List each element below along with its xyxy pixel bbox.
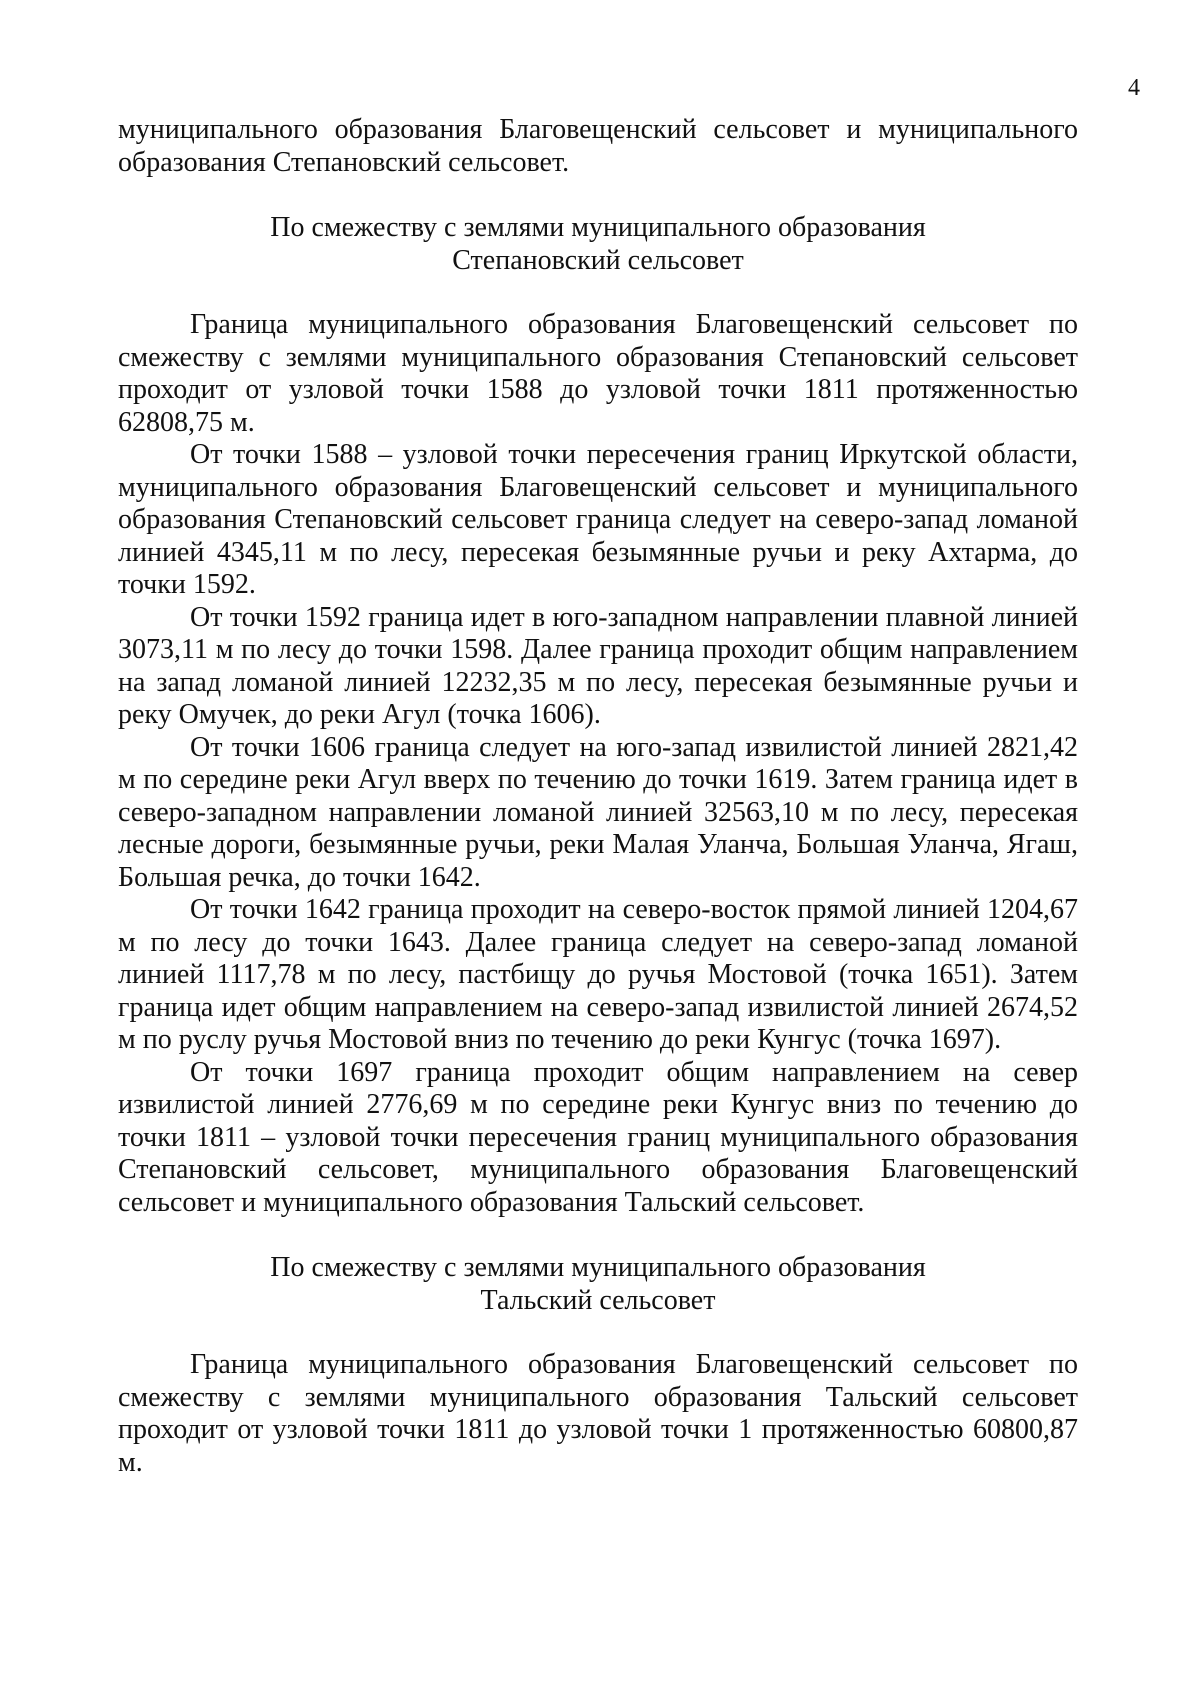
page-number: 4 bbox=[1128, 75, 1140, 101]
section-heading-line: По смежеству с землями муниципального образования bbox=[270, 1252, 926, 1283]
section-heading-talsky bbox=[118, 1252, 1078, 1317]
intro-paragraph: муниципального образования Благовещенский сельсовет и муниципального образования Степановский сельсовет. bbox=[118, 114, 1078, 178]
section-heading-line: Тальский сельсовет bbox=[480, 1284, 716, 1316]
paragraph: От точки 1606 граница следует на юго-запад извилистой линией 2821,42 м по середине реки Агул вверх по течению до точки 1619. Затем граница идет в северо-западном направлении ломаной линией 32563,10 м по лесу, пересекая лесные дороги, безымянные ручьи, реки Малая Уланча, Большая Уланча, Ягаш, Большая речка, до точки 1642. bbox=[118, 731, 1078, 893]
paragraph: Граница муниципального образования Благовещенский сельсовет по смежеству с землями муниципального образования Степановский сельсовет проходит от узловой точки 1588 до узловой точки 1811 протяженностью 62808,75 м. bbox=[118, 309, 1078, 438]
paragraph: От точки 1592 граница идет в юго-западном направлении плавной линией 3073,11 м по лесу до точки 1598. Далее граница проходит общим направлением на запад ломаной линией 12232,35 м по лесу, пересекая безымянные ручьи и реку Омучек, до реки Агул (точка 1606). bbox=[118, 601, 1078, 730]
paragraph: От точки 1588 – узловой точки пересечения границ Иркутской области, муниципального образования Благовещенский сельсовет и муниципального образования Степановский сельсовет граница следует на северо-запад ломаной линией 4345,11 м по лесу, пересекая безымянные ручьи и реку Ахтарма, до точки 1592. bbox=[118, 439, 1078, 600]
paragraph: Граница муниципального образования Благовещенский сельсовет по смежеству с землями муниципального образования Тальский сельсовет проходит от узловой точки 1811 до узловой точки 1 протяженностью 60800,87 м. bbox=[118, 1349, 1078, 1478]
paragraph: От точки 1697 граница проходит общим направлением на север извилистой линией 2776,69 м по середине реки Кунгус вниз по течению до точки 1811 – узловой точки пересечения границ муниципального образования Степановский сельсовет, муниципального образования Благовещенский сельсовет и муниципального образования Тальский сельсовет. bbox=[118, 1056, 1078, 1218]
document-body bbox=[118, 114, 1078, 1479]
section-heading-line: Степановский сельсовет bbox=[452, 244, 744, 276]
section-heading-line: По смежеству с землями муниципального образования bbox=[270, 212, 926, 243]
paragraph: От точки 1642 граница проходит на северо-восток прямой линией 1204,67 м по лесу до точки 1643. Далее граница следует на северо-запад ломаной линией 1117,78 м по лесу, пастбищу до ручья Мостовой (точка 1651). Затем граница идет общим направлением на северо-запад извилистой линией 2674,52 м по руслу ручья Мостовой вниз по течению до реки Кунгус (точка 1697). bbox=[118, 894, 1078, 1055]
section-heading-stepanovsky bbox=[118, 212, 1078, 277]
